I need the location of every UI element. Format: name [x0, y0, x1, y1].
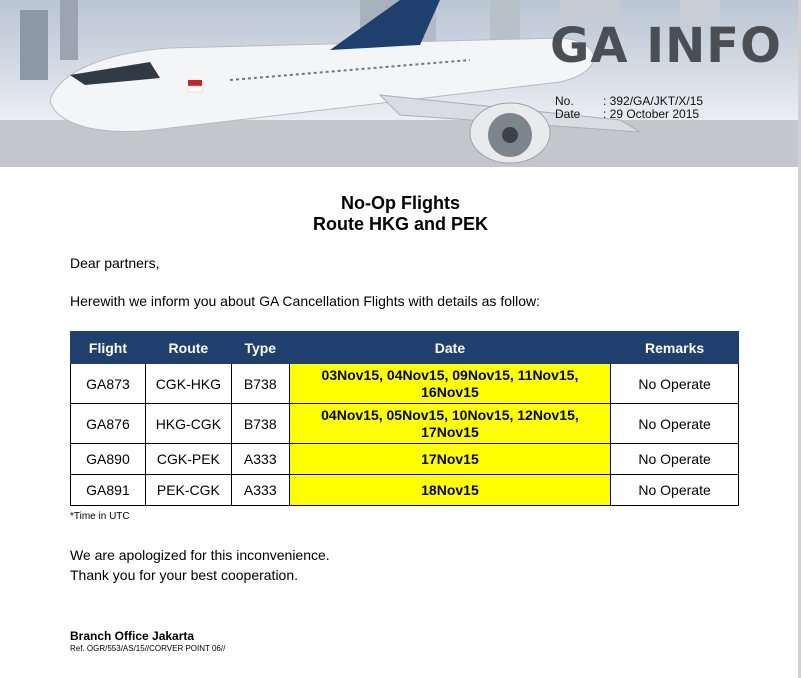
ga-info-title: GA INFO [550, 18, 782, 74]
column-header-flight: Flight [71, 332, 146, 364]
remarks-cell: No Operate [611, 444, 739, 475]
thanks-text: Thank you for your best cooperation. [70, 567, 299, 583]
document-meta [555, 95, 703, 121]
meta-date: Date : 29 October 2015 [555, 107, 700, 121]
table-header-row [71, 332, 739, 364]
signature-reference: Ref. OGR/553/AS/15//CORVER POINT 06// [70, 644, 226, 653]
route-cell: HKG-CGK [145, 404, 231, 444]
timezone-note: *Time in UTC [70, 511, 130, 522]
column-header-type: Type [231, 332, 289, 364]
table-row [71, 475, 739, 506]
table-row [71, 444, 739, 475]
column-header-date: Date [289, 332, 610, 364]
type-cell: B738 [231, 404, 289, 444]
intro-text: Herewith we inform you about GA Cancellation Flights with details as follow: [70, 293, 540, 309]
header-banner [0, 0, 801, 167]
date-cell: 03Nov15, 04Nov15, 09Nov15, 11Nov15, 16Nov15 [289, 364, 610, 404]
remarks-cell: No Operate [611, 475, 739, 506]
flight-cell: GA890 [71, 444, 146, 475]
remarks-cell: No Operate [611, 364, 739, 404]
flight-cell: GA891 [71, 475, 146, 506]
remarks-cell: No Operate [611, 404, 739, 444]
meta-number: No. : 392/GA/JKT/X/15 [555, 94, 704, 108]
date-cell: 18Nov15 [289, 475, 610, 506]
signature-name: Branch Office Jakarta [70, 629, 195, 643]
type-cell: A333 [231, 444, 289, 475]
column-header-route: Route [145, 332, 231, 364]
flight-cell: GA873 [71, 364, 146, 404]
flight-cell: GA876 [71, 404, 146, 444]
page-title: No-Op Flights [341, 193, 460, 213]
greeting: Dear partners, [70, 255, 160, 271]
page-subtitle: Route HKG and PEK [312, 214, 488, 234]
date-cell: 04Nov15, 05Nov15, 10Nov15, 12Nov15, 17Nov15 [289, 404, 610, 444]
table-row [71, 404, 739, 444]
route-cell: CGK-HKG [145, 364, 231, 404]
apology-text: We are apologized for this inconvenience. [70, 547, 330, 563]
type-cell: B738 [231, 364, 289, 404]
flights-table [70, 331, 739, 506]
type-cell: A333 [231, 475, 289, 506]
date-cell: 17Nov15 [289, 444, 610, 475]
column-header-remarks: Remarks [611, 332, 739, 364]
table-row [71, 364, 739, 404]
route-cell: CGK-PEK [145, 444, 231, 475]
route-cell: PEK-CGK [145, 475, 231, 506]
